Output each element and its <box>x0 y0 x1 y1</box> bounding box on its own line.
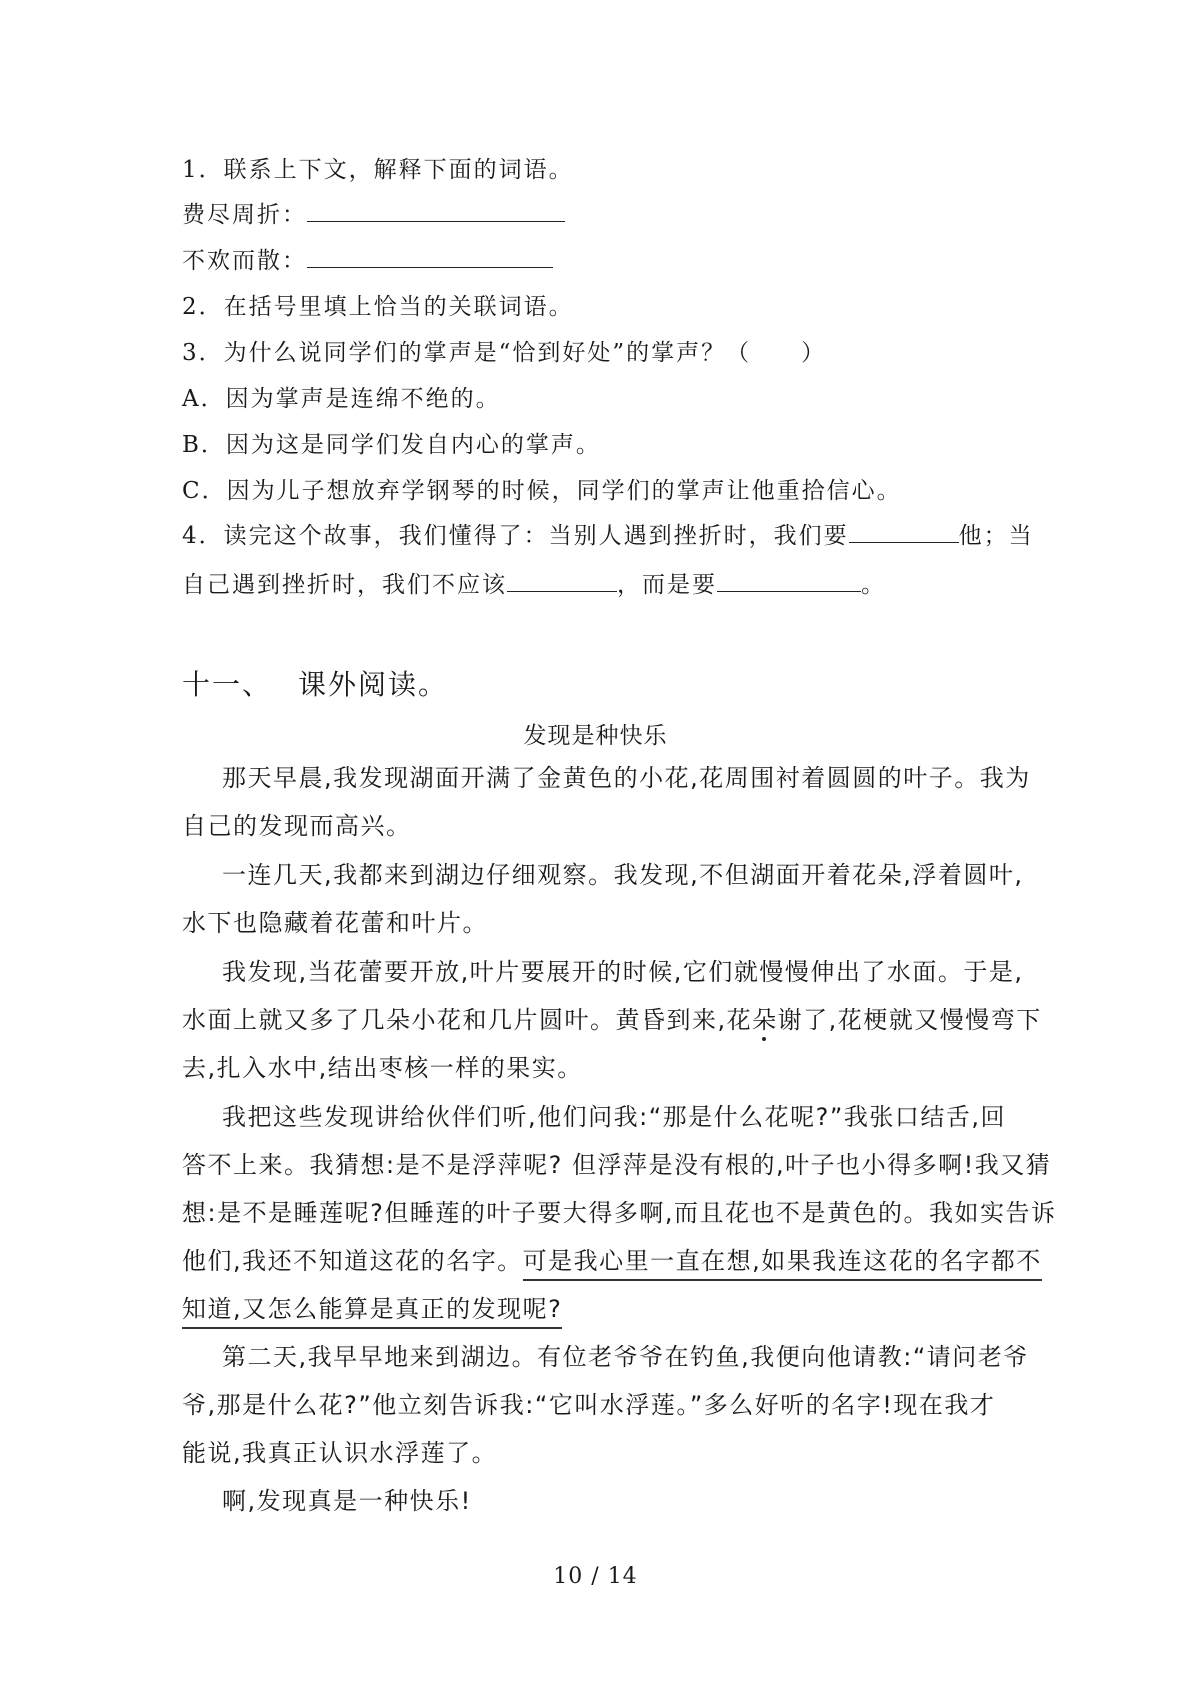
story-title: 发现是种快乐 <box>523 723 668 749</box>
answer-blank[interactable] <box>307 201 565 222</box>
story-line: 一连几天,我都来到湖边仔细观察。我发现,不但湖面开着花朵,浮着圆叶, <box>222 861 1024 889</box>
section-title: 课外阅读。 <box>298 668 449 701</box>
term-label: 费尽周折： <box>182 202 307 228</box>
story-line <box>182 1294 562 1324</box>
question-1b <box>182 246 553 276</box>
story-line: 第二天,我早早地来到湖边。有位老爷爷在钓鱼,我便向他请教:“请问老爷 <box>222 1343 1029 1371</box>
story-line <box>182 1246 1042 1276</box>
section-number: 十一、 <box>182 668 273 701</box>
answer-blank[interactable] <box>717 571 861 592</box>
emphasis-dot <box>762 1037 766 1041</box>
story-line: 去,扎入水中,结出枣核一样的果实。 <box>182 1054 583 1082</box>
story-text: 他们,我还不知道这花的名字。 <box>182 1247 523 1275</box>
story-line: 爷,那是什么花?”他立刻告诉我:“它叫水浮莲。”多么好听的名字!现在我才 <box>182 1391 996 1419</box>
question-4-text: 。 <box>861 572 886 598</box>
question-4-text: ，而是要 <box>617 572 717 598</box>
question-4-text: 他；当 <box>958 523 1034 549</box>
answer-blank[interactable] <box>849 522 959 543</box>
story-line: 想:是不是睡莲呢?但睡莲的叶子要大得多啊,而且花也不是黄色的。我如实告诉 <box>182 1199 1057 1227</box>
question-1a <box>182 200 565 230</box>
term-label: 不欢而散： <box>182 248 307 274</box>
story-line: 我把这些发现讲给伙伴们听,他们问我:“那是什么花呢?”我张口结舌,回 <box>222 1103 1006 1131</box>
question-1: 1．联系上下文，解释下面的词语。 <box>182 157 574 183</box>
answer-blank[interactable] <box>307 247 553 268</box>
story-line: 我发现,当花蕾要开放,叶片要展开的时候,它们就慢慢伸出了水面。于是, <box>222 958 1024 986</box>
story-line: 水下也隐藏着花蕾和叶片。 <box>182 909 488 937</box>
option-c: C．因为儿子想放弃学钢琴的时候，同学们的掌声让他重拾信心。 <box>182 478 902 504</box>
story-line: 那天早晨,我发现湖面开满了金黄色的小花,花周围衬着圆圆的叶子。我为 <box>222 764 1031 792</box>
option-a: A．因为掌声是连绵不绝的。 <box>182 386 501 412</box>
question-4-line-1 <box>182 521 1034 551</box>
question-3: 3．为什么说同学们的掌声是“恰到好处”的掌声？（ ） <box>182 340 827 366</box>
section-heading <box>182 663 448 703</box>
option-b: B．因为这是同学们发自内心的掌声。 <box>182 432 601 458</box>
story-line: 能说,我真正认识水浮莲了。 <box>182 1439 498 1467</box>
story-line: 答不上来。我猜想:是不是浮萍呢? 但浮萍是没有根的,叶子也小得多啊!我又猜 <box>182 1151 1052 1179</box>
underlined-sentence: 可是我心里一直在想,如果我连这花的名字都不 <box>523 1247 1042 1281</box>
story-line: 水面上就又多了几朵小花和几片圆叶。黄昏到来,花朵谢了,花梗就又慢慢弯下 <box>182 1006 1042 1034</box>
question-4-text: 4．读完这个故事，我们懂得了：当别人遇到挫折时，我们要 <box>182 523 849 549</box>
story-line: 啊,发现真是一种快乐! <box>222 1487 472 1515</box>
question-4-line-2 <box>182 570 886 600</box>
story-line: 自己的发现而高兴。 <box>182 812 412 840</box>
answer-blank[interactable] <box>507 571 617 592</box>
question-2: 2．在括号里填上恰当的关联词语。 <box>182 294 574 320</box>
page-number: 10 / 14 <box>553 1564 638 1589</box>
underlined-sentence: 知道,又怎么能算是真正的发现呢? <box>182 1295 562 1329</box>
question-4-text: 自己遇到挫折时，我们不应该 <box>182 572 507 598</box>
